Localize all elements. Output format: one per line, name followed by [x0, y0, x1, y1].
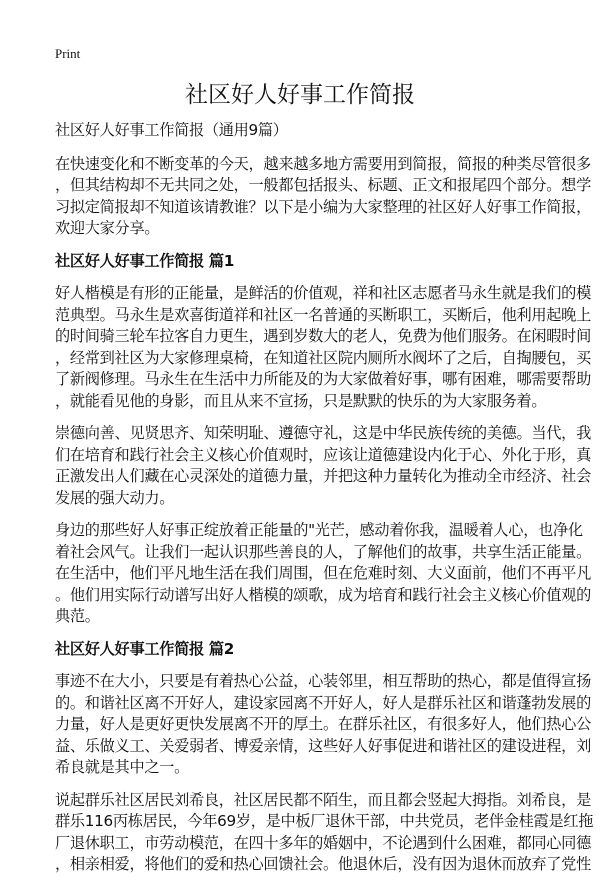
text-line: 们在培育和践行社会主义核心价值观时，应该让道德建设内化于心、外化于形，真: [55, 445, 591, 464]
intro-paragraph: [55, 154, 591, 240]
text-line: 的时间骑三轮车拉客自力更生，遇到岁数大的老人，免费为他们服务。在闲暇时间: [55, 327, 591, 345]
text-line: 着社会风气。让我们一起认识那些善良的人，了解他们的故事，共享生活正能量。: [55, 542, 591, 561]
article-subtitle: 社区好人好事工作简报（通用9篇）: [55, 121, 288, 139]
text-line: 事迹不在大小，只要是有着热心公益，心装邻里，相互帮助的热心，都是值得宣扬: [55, 672, 591, 690]
text-line: 说起群乐社区居民刘希良，社区居民都不陌生，而且都会竖起大拇指。刘希良，是: [55, 790, 591, 809]
paragraph: [55, 520, 591, 628]
print-link[interactable]: Print: [55, 46, 81, 61]
text-line: 习拟定简报却不知道该请教谁？以下是小编为大家整理的社区好人好事工作简报，: [55, 197, 591, 216]
text-line: 发展的强大动力。: [55, 488, 175, 507]
section-heading: 社区好人好事工作简报 篇2: [55, 639, 235, 658]
text-line: ，相亲相爱，将他们的爱和热心回馈社会。他退休后，没有因为退休而放弃了党性: [55, 855, 591, 873]
text-line: 群乐116丙栋居民，今年69岁，是中板厂退休干部，中共党员，老伴金桂霞是红拖: [55, 812, 594, 830]
text-line: 希良就是其中之一。: [55, 758, 189, 776]
text-line: 了新阀修理。马永生在生活中力所能及的为大家做着好事，哪有困难，哪需要帮助: [55, 370, 591, 388]
article-body: [55, 120, 594, 887]
text-line: 厂退休职工，市劳动模范，在四十多年的婚姻中，不论遇到什么困难，都同心同德: [55, 833, 591, 852]
paragraph: [55, 423, 591, 509]
text-line: 身边的那些好人好事正绽放着正能量的"光芒，感动着你我，温暖着人心，也净化: [55, 521, 583, 539]
paragraph: [55, 790, 594, 876]
text-line: 好人楷模是有形的正能量，是鲜活的价值观，祥和社区志愿者马永生就是我们的模: [55, 284, 591, 302]
text-line: 正激发出人们藏在心灵深处的道德力量，并把这种力量转化为推动全市经济、社会: [55, 467, 591, 485]
text-line: 在快速变化和不断变革的今天，越来越多地方需要用到简报，简报的种类尽管很多: [55, 154, 591, 173]
text-line: ，但其结构却不无共同之处，一般都包括报头、标题、正文和报尾四个部分。想学: [55, 176, 591, 194]
text-line: 。他们用实际行动谱写出好人楷模的颂歌，成为培育和践行社会主义核心价值观的: [55, 585, 591, 604]
text-line: 范典型。马永生是欢喜街道祥和社区一名普通的买断职工，买断后，他利用起晚上: [55, 305, 591, 324]
text-line: 力量，好人是更好更快发展离不开的厚土。在群乐社区，有很多好人，他们热心公: [55, 715, 591, 733]
paragraph: [55, 283, 591, 412]
page-title: 社区好人好事工作简报: [185, 82, 415, 108]
text-line: 益、乐做义工、关爱弱者、博爱亲情，这些好人好事促进和谐社区的建设进程，刘: [55, 736, 591, 755]
paragraph: [55, 671, 591, 779]
text-line: 的。和谐社区离不开好人，建设家园离不开好人，好人是群乐社区和谐蓬勃发展的: [55, 693, 591, 712]
text-line: 欢迎大家分享。: [55, 219, 160, 237]
text-line: ，经常到社区为大家修理桌椅，在知道社区院内厕所水阀坏了之后，自掏腰包，买: [55, 348, 591, 367]
text-line: 崇德向善、见贤思齐、知荣明耻、遵德守礼，这是中华民族传统的美德。当代，我: [55, 424, 591, 442]
section-heading: 社区好人好事工作简报 篇1: [55, 251, 235, 270]
text-line: 在生活中，他们平凡地生活在我们周围，但在危难时刻、大义面前，他们不再平凡: [55, 564, 591, 582]
text-line: ，就能看见他的身影，而且从来不宣扬，只是默默的快乐的为大家服务着。: [55, 391, 547, 410]
text-line: 典范。: [55, 607, 100, 625]
